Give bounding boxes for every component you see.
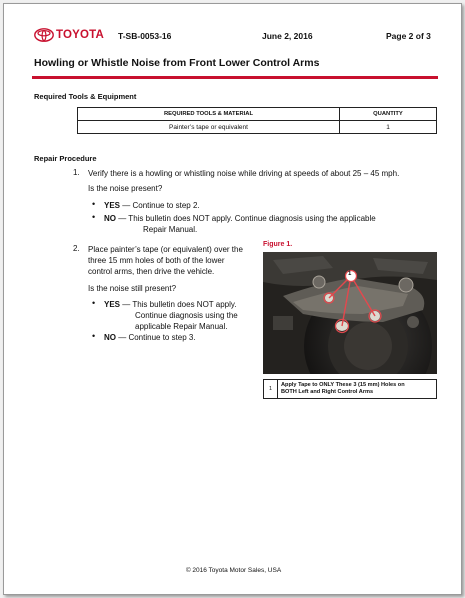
tools-col-quantity: QUANTITY (340, 108, 437, 121)
tools-col-material: REQUIRED TOOLS & MATERIAL (78, 108, 340, 121)
toyota-emblem-icon (34, 28, 54, 42)
toyota-logo (34, 28, 109, 44)
figure-callout-number: 1 (348, 271, 352, 277)
step-2-number: 2. (73, 244, 80, 253)
control-arm-photo (263, 252, 437, 374)
bulletin-number: T-SB-0053-16 (118, 31, 172, 41)
copyright-footer: © 2016 Toyota Motor Sales, USA (185, 567, 282, 574)
tools-table-header (78, 108, 437, 121)
tool-name-cell: Painter’s tape or equivalent (78, 121, 340, 134)
step-2-yes-line-3: applicable Repair Manual. (135, 322, 228, 331)
bullet-icon: • (92, 199, 96, 209)
step-1-question: Is the noise present? (88, 184, 163, 193)
document-page (3, 3, 462, 595)
tool-quantity-cell: 1 (340, 121, 437, 134)
title-divider (32, 76, 438, 79)
step-1-text: Verify there is a howling or whistling noise while driving at speeds of about 25 – 45 mph. (88, 169, 400, 178)
step-2-yes-line-2: Continue diagnosis using the (135, 311, 238, 320)
step-1-no-continued: Repair Manual. (143, 225, 198, 234)
tools-table (77, 107, 437, 134)
tools-heading: Required Tools & Equipment (34, 92, 137, 101)
no-text: — This bulletin does NOT apply. Continue diagnosis using the applicable (116, 214, 376, 223)
step-1-number: 1. (73, 168, 80, 177)
yes-label: YES (104, 201, 121, 210)
step-1-no (104, 213, 444, 224)
step-2-question: Is the noise still present? (88, 284, 177, 293)
yes-label: YES (104, 300, 121, 309)
bullet-icon: • (92, 331, 96, 341)
figure-legend (263, 379, 437, 399)
step-1-yes (104, 200, 200, 211)
legend-text-line-1: Apply Tape to ONLY These 3 (15 mm) Holes on (281, 382, 405, 388)
yes-text: — This bulletin does NOT apply. (120, 300, 237, 309)
step-2-line-3: control arms, then drive the vehicle. (88, 267, 215, 276)
step-2-no (104, 332, 196, 343)
repair-heading: Repair Procedure (34, 154, 97, 163)
bullet-icon: • (92, 212, 96, 222)
step-2-line-2: three 15 mm holes of both of the lower (88, 256, 225, 265)
table-row (264, 380, 437, 399)
bulletin-date: June 2, 2016 (262, 31, 313, 41)
document-title: Howling or Whistle Noise from Front Lower Control Arms (34, 57, 320, 69)
legend-text (278, 380, 437, 399)
no-label: NO (104, 333, 116, 342)
figure-label: Figure 1. (263, 241, 293, 248)
legend-number: 1 (264, 380, 278, 399)
no-label: NO (104, 214, 116, 223)
yes-text: — Continue to step 2. (120, 201, 200, 210)
step-2-line-1: Place painter’s tape (or equivalent) over the (88, 245, 243, 254)
bullet-icon: • (92, 298, 96, 308)
table-row (78, 121, 437, 134)
step-2-yes (104, 299, 237, 310)
legend-text-line-2: BOTH Left and Right Control Arms (281, 389, 374, 395)
no-text: — Continue to step 3. (116, 333, 196, 342)
page-indicator: Page 2 of 3 (386, 31, 431, 41)
brand-wordmark: TOYOTA (56, 29, 105, 41)
